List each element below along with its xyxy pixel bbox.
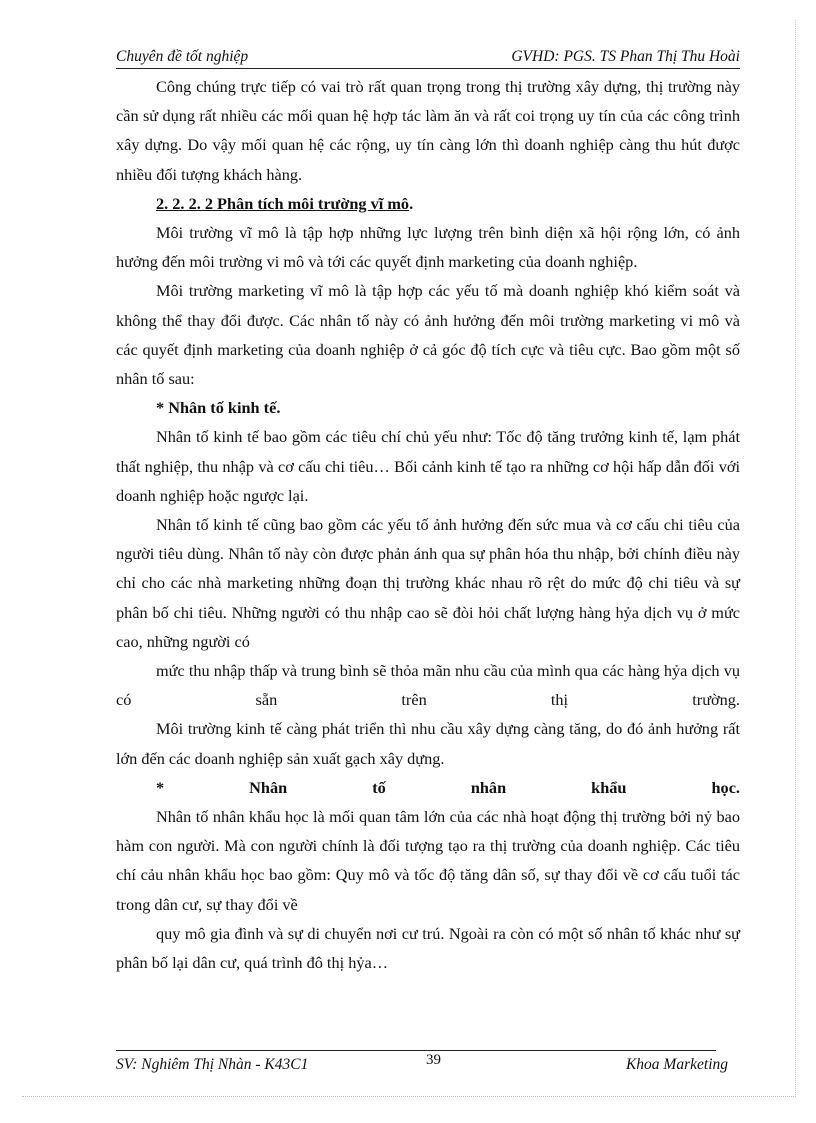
header-right: GVHD: PGS. TS Phan Thị Thu Hoài xyxy=(511,48,740,65)
paragraph: Nhân tố nhân khẩu học là mối quan tâm lớn của các nhà hoạt động thị trường bởi nỷ bao hàm con người. Mà con người chính là đối tượng tạo ra thị trường của doanh nghiệp. Các tiêu chí cảu nhân khẩu học bao gồm: Quy mô và tốc độ tăng dân số, sự thay đổi về cơ cấu tuổi tác trong dân cư, sự thay đổi về xyxy=(116,807,740,914)
page-bottom-dotted xyxy=(22,1096,794,1097)
paragraph: Môi trường vĩ mô là tập hợp những lực lượng trên bình diện xã hội rộng lớn, có ảnh hưởng đến môi trường vi mô và tới các quyết định marketing của doanh nghiệp. xyxy=(116,223,740,272)
section-heading-text: 2. 2. 2. 2 Phân tích môi trường vĩ mô xyxy=(156,193,410,213)
section-heading-tail: . xyxy=(409,193,414,213)
page-border-dotted xyxy=(795,20,796,1097)
subheading-economic: * Nhân tố kinh tế. xyxy=(156,398,281,418)
paragraph: Môi trường marketing vĩ mô là tập hợp các yếu tố mà doanh nghiệp khó kiểm soát và không thể thay đổi được. Các nhân tố này có ảnh hưởng đến môi trường marketing vi mô và các quyết định marketing của doanh nghiệp ở cả góc độ tích cực và tiêu cực. Bao gồm một số nhân tố sau: xyxy=(116,281,740,389)
page-number: 39 xyxy=(426,1052,441,1068)
subheading-demographic: * Nhân tố nhân khẩu học. xyxy=(156,777,740,797)
paragraph: Nhân tố kinh tế bao gồm các tiêu chí chủ yếu như: Tốc độ tăng trưởng kinh tế, lạm phát thất nghiệp, thu nhập và cơ cấu chi tiêu… Bối cảnh kinh tế tạo ra những cơ hội hấp dẫn đối với doanh nghiệp hoặc ngược lại. xyxy=(116,427,740,505)
paragraph: mức thu nhập thấp và trung bình sẽ thỏa mãn nhu cầu của mình qua các hàng hỷa dịch vụ có sẵn trên thị trường. xyxy=(116,661,740,710)
paragraph: Nhân tố kinh tế cũng bao gồm các yếu tố ảnh hưởng đến sức mua và cơ cấu chi tiêu của người tiêu dùng. Nhân tố này còn được phản ánh qua sự phân hóa thu nhập, bởi chính điều này chỉ cho các nhà marketing những đoạn thị trường khác nhau rõ rệt do mức độ chi tiêu và sự phân bố chi tiêu. Những người có thu nhập cao sẽ đòi hỏi chất lượng hàng hỷa dịch vụ ở mức cao, những người có xyxy=(116,515,740,651)
paragraph: quy mô gia đình và sự di chuyển nơi cư trú. Ngoài ra còn có một số nhân tố khác như sự phân bố lại dân cư, quá trình đô thị hỷa… xyxy=(116,923,740,973)
paragraph: Môi trường kinh tế càng phát triển thì nhu cầu xây dựng càng tăng, do đó ảnh hưởng rất lớn đến các doanh nghiệp sản xuất gạch xây dựng. xyxy=(116,719,740,768)
header-left: Chuyên đề tốt nghiệp xyxy=(116,48,249,65)
document-body xyxy=(116,72,740,977)
footer-left: SV: Nghiêm Thị Nhàn - K43C1 xyxy=(116,1056,309,1073)
footer-rule xyxy=(116,1050,716,1051)
paragraph: Công chúng trực tiếp có vai trò rất quan trọng trong thị trường xây dựng, thị trường này cần sử dụng rất nhiều các mối quan hệ hợp tác làm ăn và rất coi trọng uy tín của các công trình xây dựng. Do vậy mối quan hệ các rộng, uy tín càng lớn thì doanh nghiệp càng thu hút được nhiều đối tượng khách hàng. xyxy=(116,77,740,184)
section-heading xyxy=(116,189,740,218)
footer-right: Khoa Marketing xyxy=(625,1056,728,1073)
page-footer xyxy=(116,1050,728,1080)
page-header xyxy=(116,46,740,69)
